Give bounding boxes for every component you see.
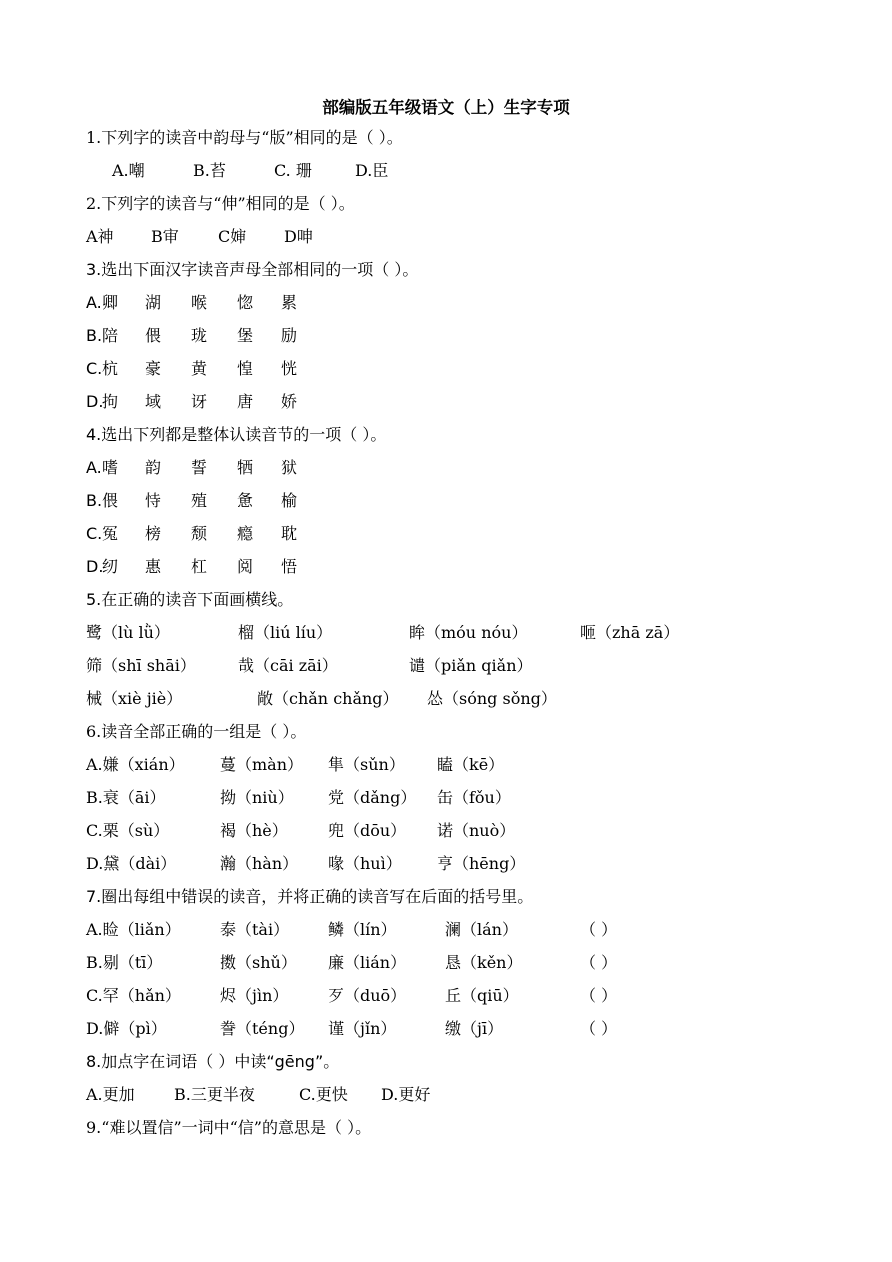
pinyin-item: 澜（lán） xyxy=(445,920,518,939)
pinyin-item: 党（dǎng） xyxy=(328,788,417,807)
option: C. 珊 xyxy=(274,161,312,180)
char: 喉 xyxy=(191,293,208,312)
pinyin-item: 兜（dōu） xyxy=(328,821,407,840)
pinyin-item: 谴（piǎn qiǎn） xyxy=(409,656,533,675)
option: B.三更半夜 xyxy=(174,1085,255,1104)
pinyin-item: 廉（lián） xyxy=(328,953,407,972)
char: 偎 xyxy=(102,491,119,510)
pinyin-item: 敞（chǎn chǎng） xyxy=(257,689,399,708)
char: 纫 xyxy=(102,557,119,576)
question-3-stem: 3.选出下面汉字读音声母全部相同的一项（ ）。 xyxy=(86,260,419,279)
char: 惠 xyxy=(145,557,162,576)
char: 榆 xyxy=(281,491,298,510)
char: 榜 xyxy=(145,524,162,543)
char: 惶 xyxy=(237,359,254,378)
pinyin-item: B.衰（āi） xyxy=(86,788,166,807)
question-4-row xyxy=(0,557,892,577)
question-7-row xyxy=(0,953,892,973)
option-letter: D. xyxy=(86,557,104,576)
question-4-stem: 4.选出下列都是整体认读音节的一项（ ）。 xyxy=(86,425,387,444)
char: 韵 xyxy=(145,458,162,477)
question-2-stem: 2.下列字的读音与“伸”相同的是（ ）。 xyxy=(86,194,355,213)
pinyin-item: 擞（shǔ） xyxy=(220,953,297,972)
answer-parentheses[interactable]: （ ） xyxy=(580,920,618,939)
question-5-row xyxy=(0,623,892,643)
pinyin-item: 瀚（hàn） xyxy=(220,854,299,873)
question-3-row xyxy=(0,326,892,346)
question-5-stem: 5.在正确的读音下面画横线。 xyxy=(86,590,294,609)
char: 域 xyxy=(145,392,162,411)
pinyin-item: C.罕（hǎn） xyxy=(86,986,181,1005)
option-letter: B. xyxy=(86,326,103,345)
question-4-row xyxy=(0,491,892,511)
char: 阅 xyxy=(237,557,254,576)
option: A.嘲 xyxy=(112,161,145,180)
question-9-stem: 9.“难以置信”一词中“信”的意思是（ ）。 xyxy=(86,1118,372,1137)
char: 瘾 xyxy=(237,524,254,543)
pinyin-item: 哉（cāi zāi） xyxy=(238,656,338,675)
question-6-row xyxy=(0,788,892,808)
pinyin-item: 褐（hè） xyxy=(220,821,288,840)
page-title: 部编版五年级语文（上）生字专项 xyxy=(322,98,570,117)
question-3-row xyxy=(0,359,892,379)
question-1-options xyxy=(0,161,892,181)
pinyin-item: 隼（sǔn） xyxy=(328,755,405,774)
question-2-options xyxy=(0,227,892,247)
pinyin-item: 恳（kěn） xyxy=(445,953,523,972)
char: 卿 xyxy=(102,293,119,312)
answer-parentheses[interactable]: （ ） xyxy=(580,1019,618,1038)
char: 狱 xyxy=(281,458,298,477)
question-6-row xyxy=(0,755,892,775)
pinyin-item: B.剔（tī） xyxy=(86,953,163,972)
pinyin-item: 咂（zhā zā） xyxy=(580,623,680,642)
option: D.臣 xyxy=(355,161,389,180)
char: 陪 xyxy=(102,326,119,345)
char: 豪 xyxy=(145,359,162,378)
char: 耽 xyxy=(281,524,298,543)
pinyin-item: A.睑（liǎn） xyxy=(86,920,181,939)
pinyin-item: 榴（liú líu） xyxy=(238,623,333,642)
pinyin-item: 誊（téng） xyxy=(220,1019,305,1038)
pinyin-item: 眸（móu nóu） xyxy=(409,623,528,642)
char: 誓 xyxy=(191,458,208,477)
option: A神 xyxy=(86,227,114,246)
pinyin-item: 喙（huì） xyxy=(328,854,402,873)
char: 嗜 xyxy=(102,458,119,477)
char: 杠 xyxy=(191,557,208,576)
pinyin-item: 缶（fǒu） xyxy=(437,788,511,807)
pinyin-item: 械（xiè jiè） xyxy=(86,689,183,708)
question-5-row xyxy=(0,656,892,676)
char: 娇 xyxy=(281,392,298,411)
question-6-stem: 6.读音全部正确的一组是（ ）。 xyxy=(86,722,307,741)
question-7-row xyxy=(0,920,892,940)
char: 累 xyxy=(281,293,298,312)
pinyin-item: 泰（tài） xyxy=(220,920,290,939)
question-8-options xyxy=(0,1085,892,1105)
char: 悟 xyxy=(281,557,298,576)
option: C婶 xyxy=(218,227,247,246)
option: C.更快 xyxy=(299,1085,348,1104)
question-4-row xyxy=(0,524,892,544)
pinyin-item: 亨（hēng） xyxy=(437,854,526,873)
question-7-row xyxy=(0,1019,892,1039)
pinyin-item: 怂（sóng sǒng） xyxy=(427,689,557,708)
question-1-stem: 1.下列字的读音中韵母与“版”相同的是（ ）。 xyxy=(86,128,403,147)
pinyin-item: 拗（niù） xyxy=(220,788,294,807)
pinyin-item: D.黛（dài） xyxy=(86,854,177,873)
pinyin-item: 瞌（kē） xyxy=(437,755,505,774)
pinyin-item: 鹭（lù lǜ） xyxy=(86,623,170,642)
question-3-row xyxy=(0,392,892,412)
option-letter: D. xyxy=(86,392,104,411)
char: 唐 xyxy=(237,392,254,411)
char: 拘 xyxy=(102,392,119,411)
pinyin-item: 缴（jī） xyxy=(445,1019,504,1038)
char: 颓 xyxy=(191,524,208,543)
char: 惚 xyxy=(237,293,254,312)
option: B审 xyxy=(151,227,179,246)
option: D呻 xyxy=(284,227,313,246)
char: 恃 xyxy=(145,491,162,510)
pinyin-item: 筛（shī shāi） xyxy=(86,656,196,675)
char: 恍 xyxy=(281,359,298,378)
char: 湖 xyxy=(145,293,162,312)
option-letter: A. xyxy=(86,458,102,477)
char: 偎 xyxy=(145,326,162,345)
char: 黄 xyxy=(191,359,208,378)
answer-parentheses[interactable]: （ ） xyxy=(580,953,618,972)
question-5-row xyxy=(0,689,892,709)
option: A.更加 xyxy=(86,1085,135,1104)
char: 杭 xyxy=(102,359,119,378)
question-8-stem: 8.加点字在词语（ ）中读“gēng”。 xyxy=(86,1052,340,1071)
char: 冤 xyxy=(102,524,119,543)
char: 牺 xyxy=(237,458,254,477)
pinyin-item: 歹（duō） xyxy=(328,986,407,1005)
pinyin-item: 烬（jìn） xyxy=(220,986,289,1005)
question-7-stem: 7.圈出每组中错误的读音，并将正确的读音写在后面的括号里。 xyxy=(86,887,534,906)
pinyin-item: 丘（qiū） xyxy=(445,986,519,1005)
pinyin-item: 诺（nuò） xyxy=(437,821,516,840)
char: 珑 xyxy=(191,326,208,345)
option-letter: B. xyxy=(86,491,103,510)
question-6-row xyxy=(0,821,892,841)
char: 励 xyxy=(281,326,298,345)
char: 惫 xyxy=(237,491,254,510)
pinyin-item: 蔓（màn） xyxy=(220,755,304,774)
question-4-row xyxy=(0,458,892,478)
char: 讶 xyxy=(191,392,208,411)
char: 堡 xyxy=(237,326,254,345)
question-7-row xyxy=(0,986,892,1006)
pinyin-item: 鳞（lín） xyxy=(328,920,397,939)
pinyin-item: C.栗（sù） xyxy=(86,821,170,840)
option-letter: A. xyxy=(86,293,102,312)
option: B.苔 xyxy=(193,161,226,180)
question-3-row xyxy=(0,293,892,313)
pinyin-item: 谨（jǐn） xyxy=(328,1019,397,1038)
pinyin-item: A.嫌（xián） xyxy=(86,755,185,774)
pinyin-item: D.僻（pì） xyxy=(86,1019,167,1038)
question-6-row xyxy=(0,854,892,874)
option-letter: C. xyxy=(86,524,103,543)
option: D.更好 xyxy=(381,1085,431,1104)
option-letter: C. xyxy=(86,359,103,378)
char: 殖 xyxy=(191,491,208,510)
answer-parentheses[interactable]: （ ） xyxy=(580,986,618,1005)
